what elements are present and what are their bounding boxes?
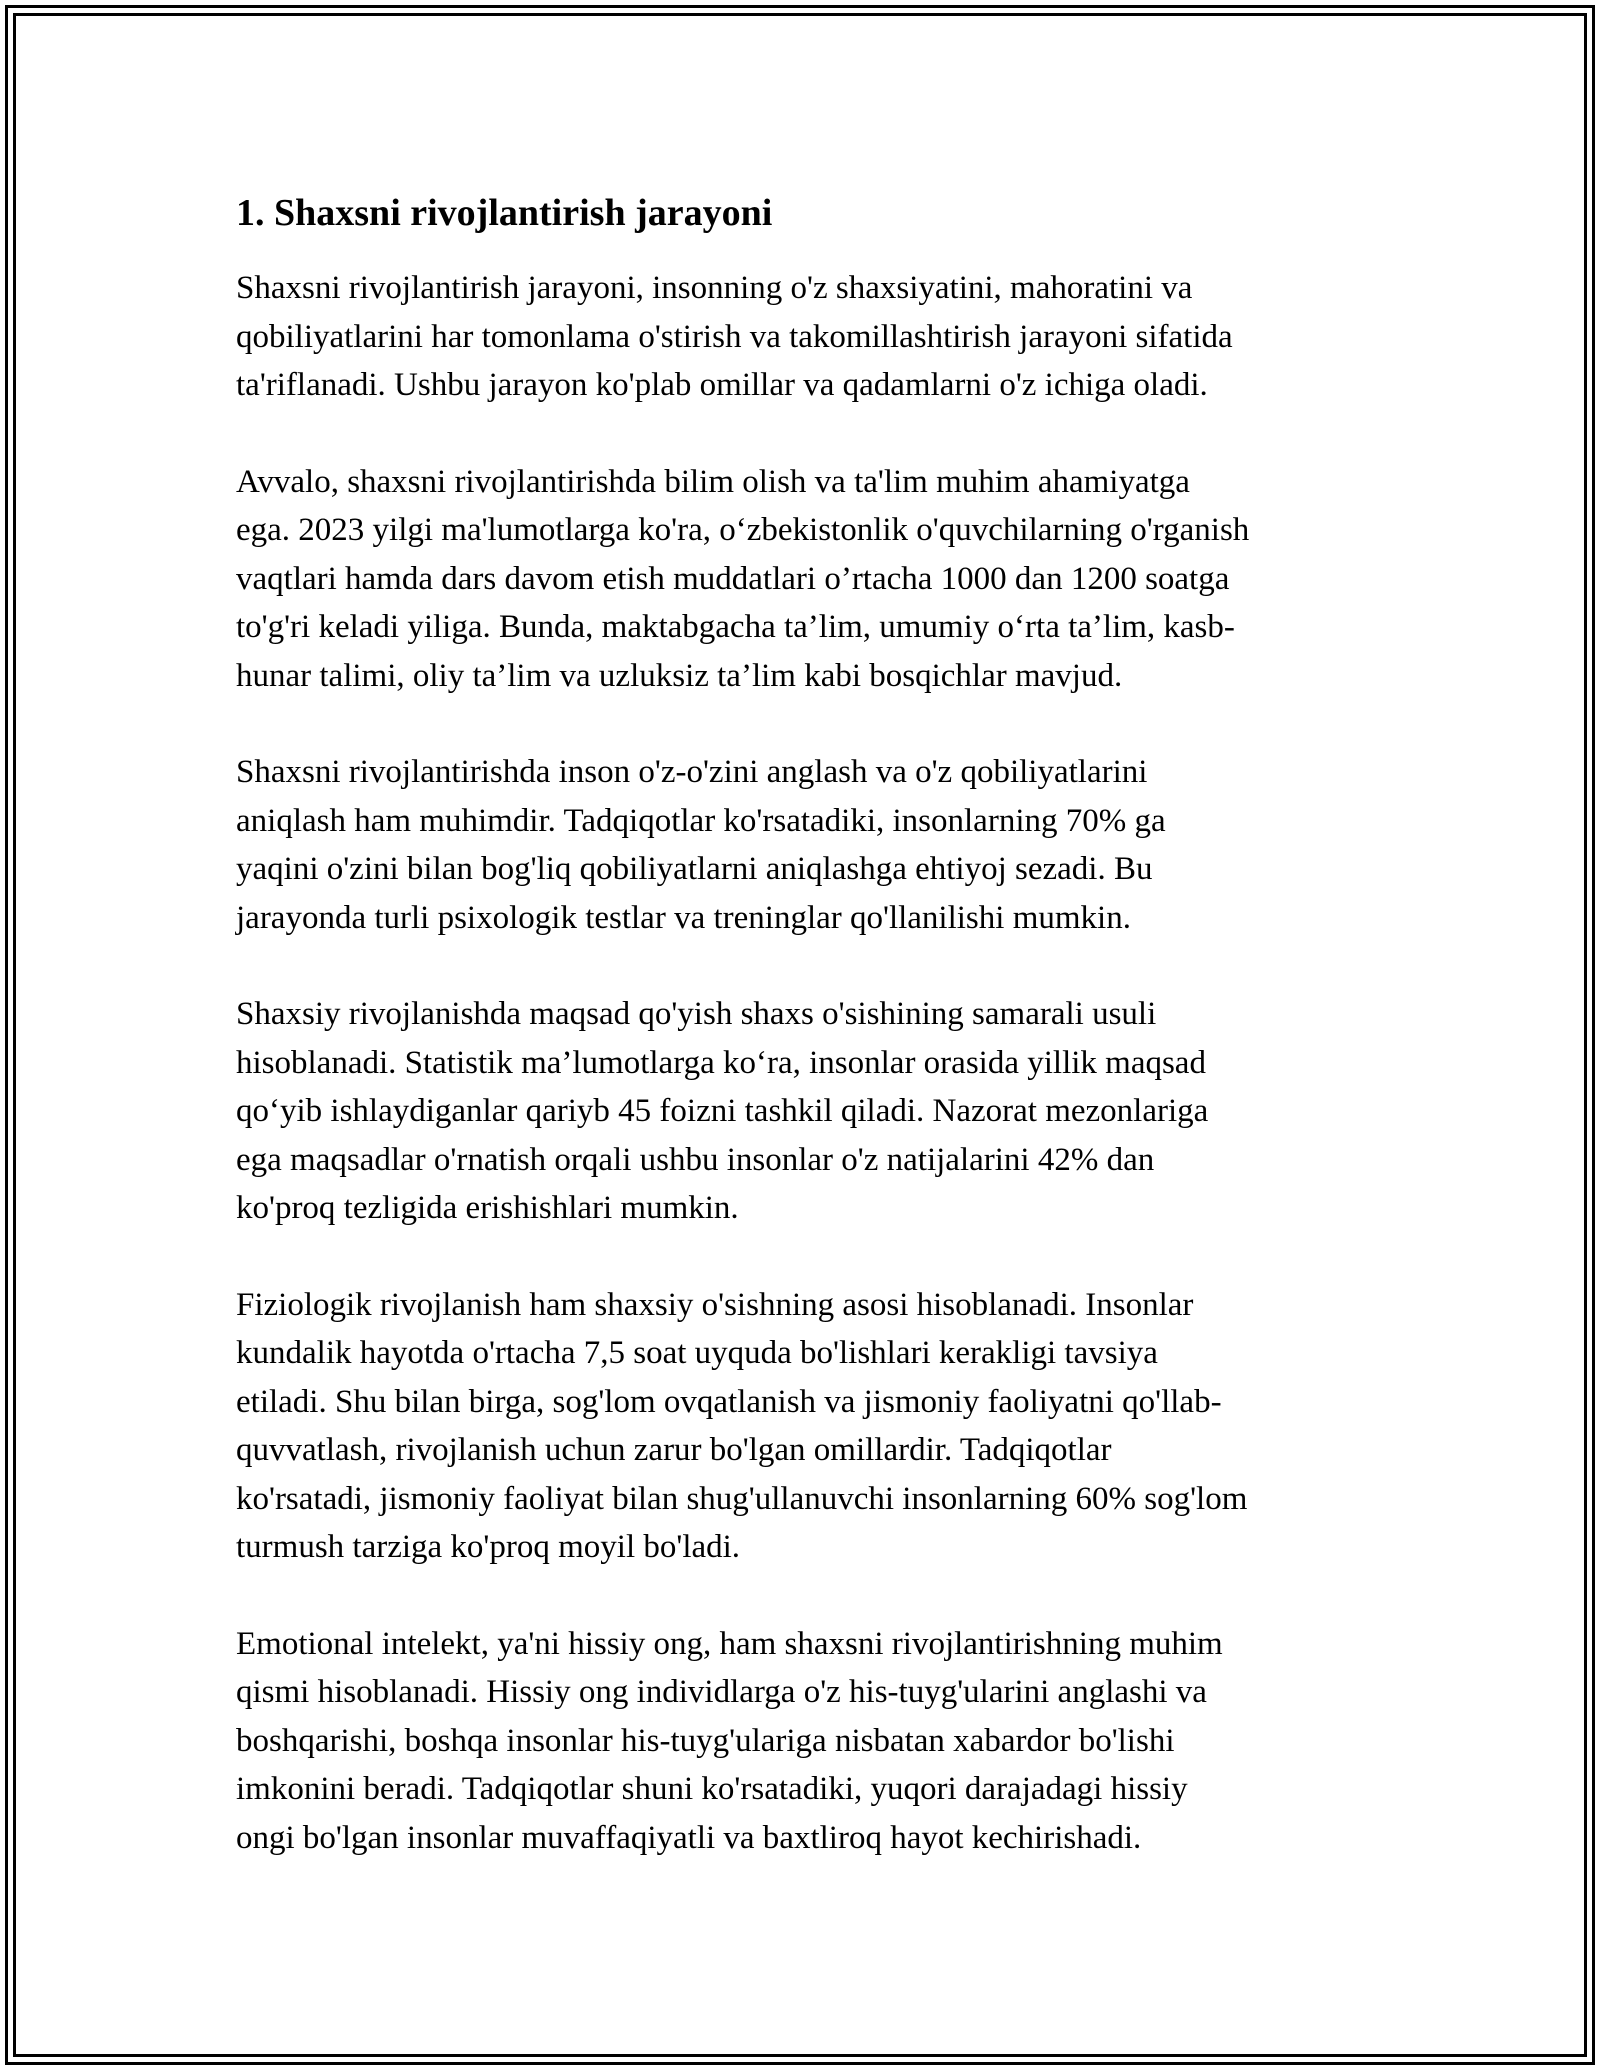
text-line: Avvalo, shaxsni rivojlantirishda bilim olish va ta'lim muhim ahamiyatga	[236, 463, 1190, 500]
text-line: ongi bo'lgan insonlar muvaffaqiyatli va baxtliroq hayot kechirishadi.	[236, 1819, 1142, 1856]
text-line: ta'riflanadi. Ushbu jarayon ko'plab omillar va qadamlarni o'z ichiga oladi.	[236, 367, 1208, 403]
paragraph-self-awareness	[236, 748, 1366, 942]
text-line: aniqlash ham muhimdir. Tadqiqotlar ko'rsatadiki, insonlarning 70% ga	[236, 802, 1166, 839]
text-line: to'g'ri keladi yiliga. Bunda, maktabgacha ta’lim, umumiy o‘rta ta’lim, kasb-	[236, 609, 1235, 645]
text-line: qo‘yib ishlaydiganlar qariyb 45 foizni tashkil qiladi. Nazorat mezonlariga	[236, 1093, 1209, 1129]
text-line: hisoblanadi. Statistik ma’lumotlarga ko‘ra, insonlar orasida yillik maqsad	[236, 1044, 1206, 1081]
text-line: kundalik hayotda o'rtacha 7,5 soat uyquda bo'lishlari kerakligi tavsiya	[236, 1335, 1158, 1371]
text-line: quvvatlash, rivojlanish uchun zarur bo'lgan omillardir. Tadqiqotlar	[236, 1432, 1112, 1468]
text-line: imkonini beradi. Tadqiqotlar shuni ko'rsatadiki, yuqori darajadagi hissiy	[236, 1771, 1188, 1807]
text-line: qismi hisoblanadi. Hissiy ong individlarga o'z his-tuyg'ularini anglashi va	[236, 1674, 1207, 1710]
text-line: Shaxsiy rivojlanishda maqsad qo'yish shaxs o'sishining samarali usuli	[236, 996, 1157, 1032]
text-line: qobiliyatlarini har tomonlama o'stirish va takomillashtirish jarayoni sifatida	[236, 318, 1233, 355]
paragraph-intro	[236, 264, 1366, 410]
paragraph-physiological	[236, 1281, 1366, 1572]
text-line: turmush tarziga ko'proq moyil bo'ladi.	[236, 1529, 741, 1565]
text-line: ega. 2023 yilgi ma'lumotlarga ko'ra, o‘zbekistonlik o'quvchilarning o'rganish	[236, 512, 1250, 548]
text-line: Fiziologik rivojlanish ham shaxsiy o'sishning asosi hisoblanadi. Insonlar	[236, 1286, 1194, 1323]
section-heading: 1. Shaxsni rivojlantirish jarayoni	[236, 192, 773, 234]
text-line: ega maqsadlar o'rnatish orqali ushbu insonlar o'z natijalarini 42% dan	[236, 1141, 1155, 1178]
text-line: ko'proq tezligida erishishlari mumkin.	[236, 1190, 739, 1226]
text-line: jarayonda turli psixologik testlar va treninglar qo'llanilishi mumkin.	[236, 899, 1131, 936]
text-line: Emotional intelekt, ya'ni hissiy ong, ham shaxsni rivojlantirishning muhim	[236, 1625, 1223, 1662]
paragraph-education	[236, 458, 1366, 701]
text-line: boshqarishi, boshqa insonlar his-tuyg'ulariga nisbatan xabardor bo'lishi	[236, 1722, 1175, 1759]
text-line: etiladi. Shu bilan birga, sog'lom ovqatlanish va jismoniy faoliyatni qo'llab-	[236, 1383, 1222, 1420]
text-line: yaqini o'zini bilan bog'liq qobiliyatlarni aniqlashga ehtiyoj sezadi. Bu	[236, 851, 1153, 887]
text-line: hunar talimi, oliy ta’lim va uzluksiz ta’lim kabi bosqichlar mavjud.	[236, 657, 1123, 694]
paragraph-emotional-intelligence	[236, 1620, 1366, 1863]
text-line: vaqtlari hamda dars davom etish muddatlari o’rtacha 1000 dan 1200 soatga	[236, 560, 1230, 597]
text-line: ko'rsatadi, jismoniy faoliyat bilan shug'ullanuvchi insonlarning 60% sog'lom	[236, 1480, 1248, 1517]
document-body	[236, 188, 1366, 1910]
text-line: Shaxsni rivojlantirishda inson o'z-o'zini anglash va o'z qobiliyatlarini	[236, 754, 1148, 790]
paragraph-goal-setting	[236, 990, 1366, 1233]
text-line: Shaxsni rivojlantirish jarayoni, insonning o'z shaxsiyatini, mahoratini va	[236, 270, 1193, 306]
